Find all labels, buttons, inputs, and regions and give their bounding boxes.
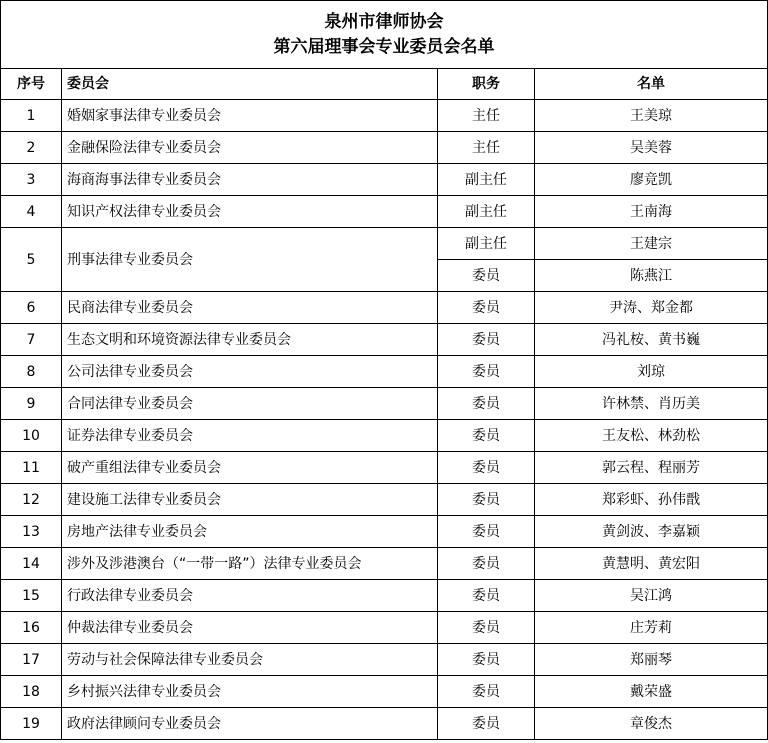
committee-name: 民商法律专业委员会 xyxy=(62,292,438,324)
row-number: 4 xyxy=(1,196,62,228)
table-row xyxy=(1,292,768,324)
member-position: 委员 xyxy=(438,324,535,356)
header-position: 职务 xyxy=(438,69,535,100)
row-number: 3 xyxy=(1,164,62,196)
table-row xyxy=(1,644,768,676)
table-row xyxy=(1,676,768,708)
committee-name: 金融保险法律专业委员会 xyxy=(62,132,438,164)
member-names: 郑彩虾、孙伟戬 xyxy=(535,484,768,516)
title-row xyxy=(1,1,768,69)
member-names: 吴美蓉 xyxy=(535,132,768,164)
committee-name: 仲裁法律专业委员会 xyxy=(62,612,438,644)
table-row xyxy=(1,164,768,196)
member-names: 冯礼桉、黄书巍 xyxy=(535,324,768,356)
member-position: 委员 xyxy=(438,676,535,708)
header-row xyxy=(1,69,768,100)
member-position: 委员 xyxy=(438,260,535,292)
committee-name: 生态文明和环境资源法律专业委员会 xyxy=(62,324,438,356)
member-position: 委员 xyxy=(438,292,535,324)
member-names: 吴江鸿 xyxy=(535,580,768,612)
member-position: 委员 xyxy=(438,708,535,740)
member-names: 章俊杰 xyxy=(535,708,768,740)
committee-name: 行政法律专业委员会 xyxy=(62,580,438,612)
table-row xyxy=(1,100,768,132)
table-row xyxy=(1,388,768,420)
row-number: 12 xyxy=(1,484,62,516)
member-names: 尹涛、郑金都 xyxy=(535,292,768,324)
row-number: 1 xyxy=(1,100,62,132)
member-names: 王美琼 xyxy=(535,100,768,132)
member-names: 刘琼 xyxy=(535,356,768,388)
member-position: 主任 xyxy=(438,100,535,132)
row-number: 17 xyxy=(1,644,62,676)
row-number: 19 xyxy=(1,708,62,740)
committee-name: 乡村振兴法律专业委员会 xyxy=(62,676,438,708)
header-committee: 委员会 xyxy=(62,69,438,100)
member-names: 王南海 xyxy=(535,196,768,228)
member-position: 委员 xyxy=(438,580,535,612)
table-row xyxy=(1,580,768,612)
row-number: 11 xyxy=(1,452,62,484)
committee-name: 婚姻家事法律专业委员会 xyxy=(62,100,438,132)
member-names: 王建宗 xyxy=(535,228,768,260)
committee-name: 房地产法律专业委员会 xyxy=(62,516,438,548)
committee-name: 公司法律专业委员会 xyxy=(62,356,438,388)
row-number: 5 xyxy=(1,228,62,292)
member-position: 副主任 xyxy=(438,196,535,228)
row-number: 2 xyxy=(1,132,62,164)
committee-name: 破产重组法律专业委员会 xyxy=(62,452,438,484)
header-no: 序号 xyxy=(1,69,62,100)
member-names: 许林禁、肖历美 xyxy=(535,388,768,420)
row-number: 10 xyxy=(1,420,62,452)
table-row xyxy=(1,132,768,164)
table-row xyxy=(1,228,768,260)
table-row xyxy=(1,420,768,452)
table-row xyxy=(1,452,768,484)
committee-name: 知识产权法律专业委员会 xyxy=(62,196,438,228)
table-row xyxy=(1,516,768,548)
row-number: 16 xyxy=(1,612,62,644)
member-names: 廖竞凯 xyxy=(535,164,768,196)
committee-name: 刑事法律专业委员会 xyxy=(62,228,438,292)
row-number: 18 xyxy=(1,676,62,708)
row-number: 6 xyxy=(1,292,62,324)
committee-name: 合同法律专业委员会 xyxy=(62,388,438,420)
member-position: 委员 xyxy=(438,388,535,420)
committee-name: 劳动与社会保障法律专业委员会 xyxy=(62,644,438,676)
table-row xyxy=(1,196,768,228)
member-position: 委员 xyxy=(438,356,535,388)
member-names: 戴荣盛 xyxy=(535,676,768,708)
table-row xyxy=(1,324,768,356)
committee-name: 海商海事法律专业委员会 xyxy=(62,164,438,196)
member-position: 委员 xyxy=(438,612,535,644)
row-number: 9 xyxy=(1,388,62,420)
member-names: 王友松、林劲松 xyxy=(535,420,768,452)
member-names: 黄慧明、黄宏阳 xyxy=(535,548,768,580)
member-names: 庄芳莉 xyxy=(535,612,768,644)
committee-name: 涉外及涉港澳台（“一带一路”）法律专业委员会 xyxy=(62,548,438,580)
member-position: 副主任 xyxy=(438,228,535,260)
title-line-1: 泉州市律师协会 xyxy=(324,11,444,32)
member-names: 郭云程、程丽芳 xyxy=(535,452,768,484)
table-row xyxy=(1,708,768,740)
member-position: 委员 xyxy=(438,644,535,676)
member-position: 委员 xyxy=(438,452,535,484)
committee-name: 建设施工法律专业委员会 xyxy=(62,484,438,516)
committee-name: 证券法律专业委员会 xyxy=(62,420,438,452)
row-number: 7 xyxy=(1,324,62,356)
member-names: 黄剑波、李嘉颖 xyxy=(535,516,768,548)
member-names: 陈燕江 xyxy=(535,260,768,292)
table-row xyxy=(1,356,768,388)
member-position: 主任 xyxy=(438,132,535,164)
table-row xyxy=(1,612,768,644)
member-position: 委员 xyxy=(438,516,535,548)
row-number: 8 xyxy=(1,356,62,388)
row-number: 14 xyxy=(1,548,62,580)
member-position: 副主任 xyxy=(438,164,535,196)
row-number: 15 xyxy=(1,580,62,612)
table-title xyxy=(1,1,768,69)
committee-name: 政府法律顾问专业委员会 xyxy=(62,708,438,740)
member-position: 委员 xyxy=(438,420,535,452)
table-row xyxy=(1,484,768,516)
member-position: 委员 xyxy=(438,484,535,516)
member-position: 委员 xyxy=(438,548,535,580)
title-line-2: 第六届理事会专业委员会名单 xyxy=(273,36,495,57)
header-names: 名单 xyxy=(535,69,768,100)
row-number: 13 xyxy=(1,516,62,548)
member-names: 郑丽琴 xyxy=(535,644,768,676)
table-row xyxy=(1,548,768,580)
